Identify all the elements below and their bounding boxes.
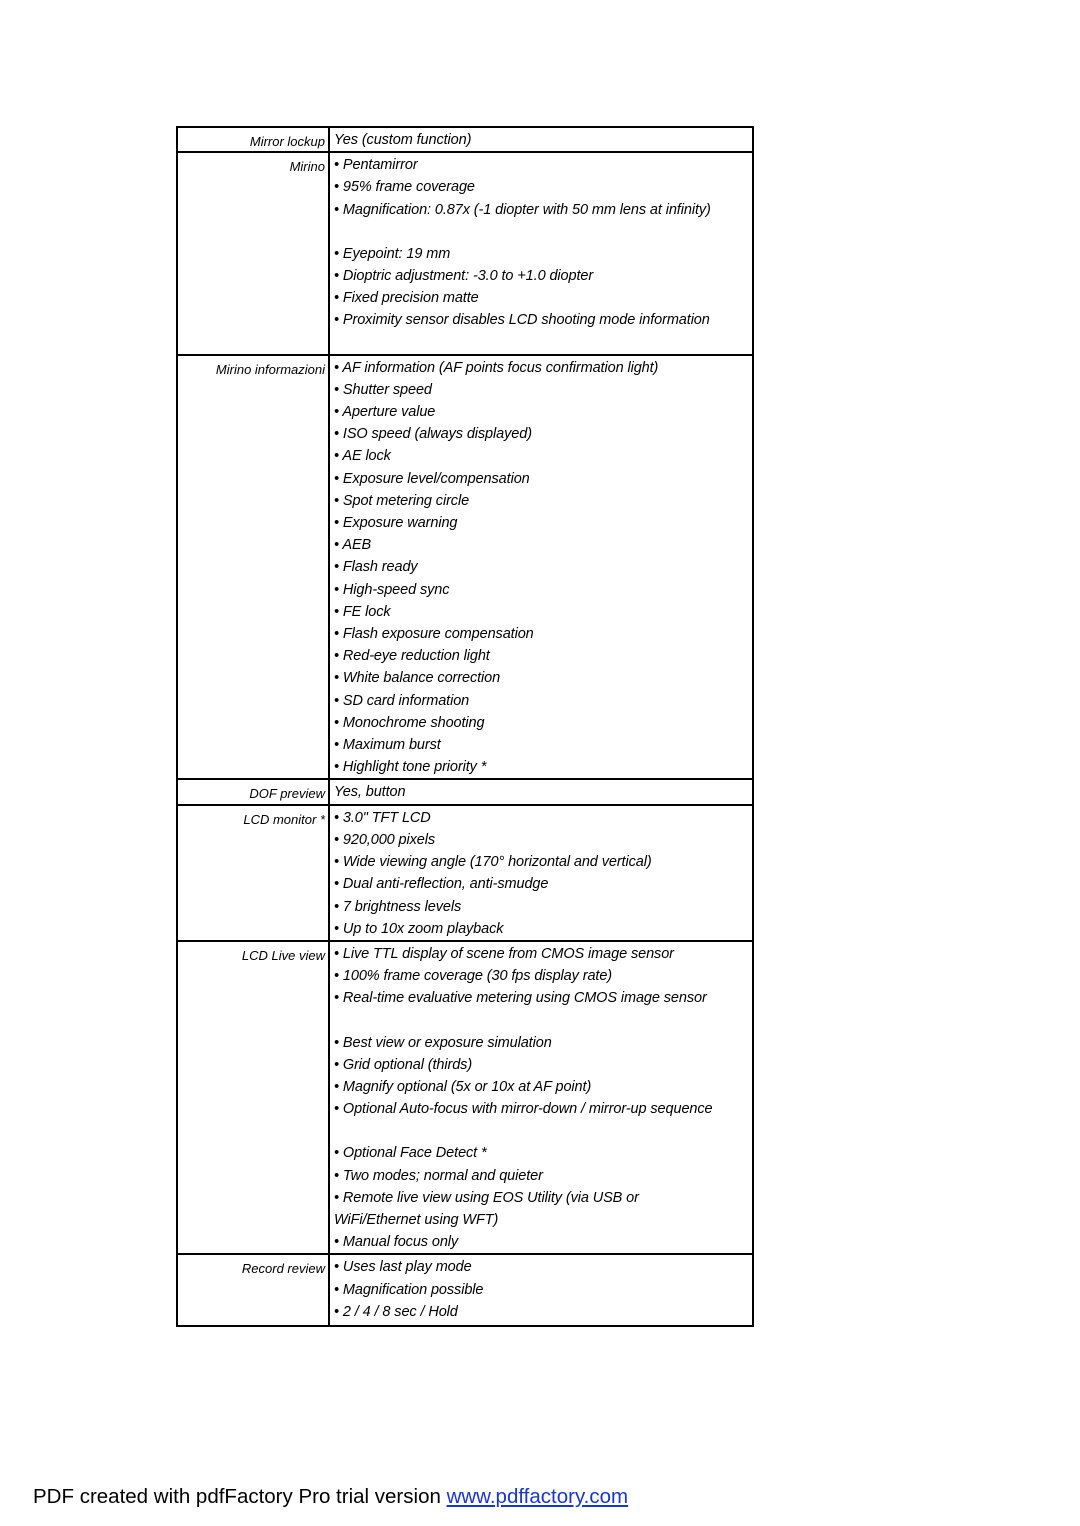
spec-value: • Red-eye reduction light <box>334 648 490 665</box>
spec-value: • 920,000 pixels <box>334 831 436 848</box>
spec-value: • Exposure warning <box>334 515 458 532</box>
pdf-footer <box>33 1485 628 1509</box>
spec-row-record-review <box>178 1253 752 1325</box>
spec-value: • Flash exposure compensation <box>334 626 534 643</box>
spec-value: • Two modes; normal and quieter <box>334 1167 543 1184</box>
spec-row-mirino <box>178 151 752 353</box>
spec-value: • Dioptric adjustment: -3.0 to +1.0 diopter <box>334 268 594 285</box>
spec-value: • Monochrome shooting <box>334 714 485 731</box>
spec-value: • Shutter speed <box>334 381 432 398</box>
row-label: Mirror lockup <box>178 128 330 151</box>
spec-value: • Optional Auto-focus with mirror-down / mirror-up sequence <box>334 1101 713 1118</box>
spec-value: • Fixed precision matte <box>334 290 479 307</box>
row-values <box>330 780 752 803</box>
row-label: DOF preview <box>178 780 330 803</box>
footer-text: PDF created with pdfFactory Pro trial version <box>33 1485 447 1508</box>
spec-value: • High-speed sync <box>334 581 450 598</box>
spec-row-mirino-informazioni <box>178 354 752 779</box>
spec-value: • 100% frame coverage (30 fps display rate) <box>334 968 613 985</box>
spec-value: • Magnification possible <box>334 1281 484 1298</box>
spec-value: • Maximum burst <box>334 737 441 754</box>
spec-value: • Eyepoint: 19 mm <box>334 245 451 262</box>
spec-row-dof-preview <box>178 778 752 803</box>
spec-value: • Real-time evaluative metering using CMOS image sensor <box>334 990 707 1007</box>
spec-value: • 95% frame coverage <box>334 179 475 196</box>
row-values <box>330 1255 752 1325</box>
spec-value: • Exposure level/compensation <box>334 470 530 487</box>
spec-value: • AEB <box>334 537 372 554</box>
spec-value: • Spot metering circle <box>334 492 470 509</box>
spec-value: • ISO speed (always displayed) <box>334 426 532 443</box>
spec-value: • Up to 10x zoom playback <box>334 920 504 937</box>
spec-value: • Aperture value <box>334 404 436 421</box>
spec-value: • Live TTL display of scene from CMOS image sensor <box>334 945 674 962</box>
spec-value: • Pentamirror <box>334 157 418 174</box>
spec-value: • White balance correction <box>334 670 501 687</box>
spec-table <box>176 126 754 1327</box>
spec-value: • Optional Face Detect * <box>334 1145 487 1162</box>
row-values <box>330 356 752 779</box>
row-label: LCD Live view <box>178 942 330 1253</box>
row-label: Record review <box>178 1255 330 1325</box>
spec-value: • 2 / 4 / 8 sec / Hold <box>334 1303 458 1320</box>
spec-row-mirror-lockup <box>178 128 752 151</box>
spec-value: • Remote live view using EOS Utility (via USB or WiFi/Ethernet using WFT) <box>334 1189 639 1228</box>
row-label: Mirino <box>178 153 330 353</box>
spec-value: • Wide viewing angle (170° horizontal and vertical) <box>334 854 652 871</box>
row-values <box>330 806 752 940</box>
pdffactory-link[interactable]: www.pdffactory.com <box>446 1485 629 1508</box>
row-values <box>330 153 752 353</box>
spec-value: • Dual anti-reflection, anti-smudge <box>334 876 549 893</box>
spec-value: • Proximity sensor disables LCD shooting mode information <box>334 312 710 329</box>
spec-value: Yes (custom function) <box>334 132 472 148</box>
spec-value: • Best view or exposure simulation <box>334 1034 552 1051</box>
spec-row-lcd-monitor <box>178 804 752 940</box>
row-values <box>330 128 752 151</box>
spec-value: • 7 brightness levels <box>334 898 462 915</box>
spec-value: • Flash ready <box>334 559 418 576</box>
spec-value: • Grid optional (thirds) <box>334 1056 473 1073</box>
row-label: LCD monitor * <box>178 806 330 940</box>
spec-value: • Magnification: 0.87x (-1 diopter with 50 mm lens at infinity) <box>334 201 711 218</box>
spec-value: • Manual focus only <box>334 1234 459 1251</box>
spec-value: • 3.0" TFT LCD <box>334 809 431 826</box>
spec-value: • Magnify optional (5x or 10x at AF point) <box>334 1078 592 1095</box>
row-label: Mirino informazioni <box>178 356 330 779</box>
row-values <box>330 942 752 1253</box>
spec-row-lcd-live-view <box>178 940 752 1253</box>
spec-value: • SD card information <box>334 692 470 709</box>
spec-value: • AF information (AF points focus confirmation light) <box>334 359 659 376</box>
spec-value: • Uses last play mode <box>334 1259 472 1276</box>
spec-value: • AE lock <box>334 448 391 465</box>
spec-value: • FE lock <box>334 603 391 620</box>
spec-value: • Highlight tone priority * <box>334 759 487 776</box>
spec-value: Yes, button <box>334 784 406 801</box>
